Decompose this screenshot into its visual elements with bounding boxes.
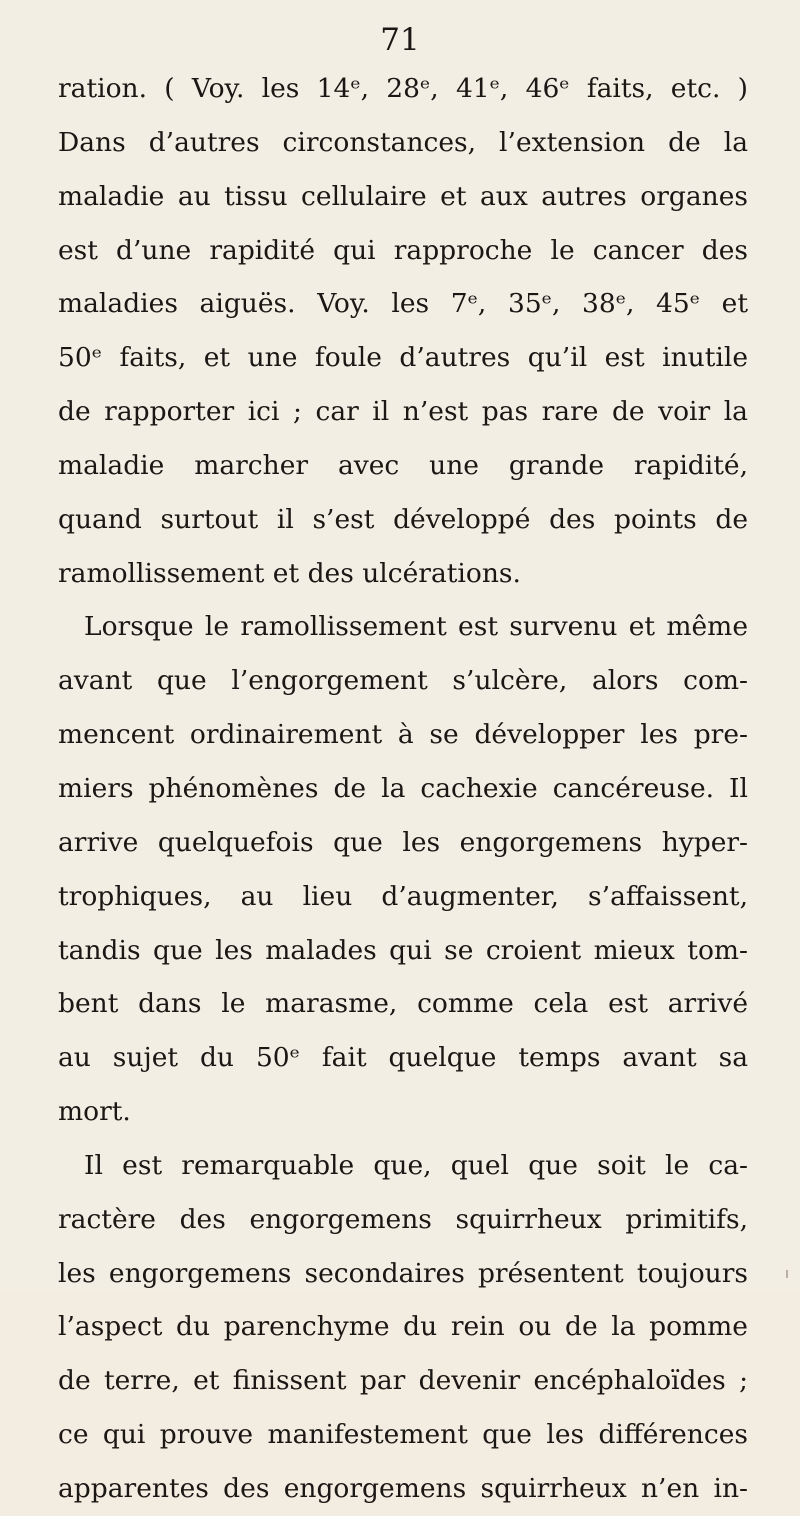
text-line: les engorgemens secondaires présentent toujours (58, 1257, 748, 1289)
text-line: quand surtout il s’est développé des points de (58, 503, 748, 535)
text-line: de rapporter ici ; car il n’est pas rare de voir la (58, 396, 748, 428)
text-line: Dans d’autres circonstances, l’extension de la (58, 126, 748, 158)
body-text (58, 62, 748, 1516)
text-line: apparentes des engorgemens squirrheux n’en in- (58, 1472, 748, 1504)
text-line: 50ᵉ faits, et une foule d’autres qu’il est inutile (58, 342, 748, 374)
text-line: Il est remarquable que, quel que soit le ca- (84, 1149, 748, 1181)
text-line: mort. (58, 1096, 131, 1128)
text-line: bent dans le marasme, comme cela est arrivé (58, 988, 748, 1020)
text-line: trophiques, au lieu d’augmenter, s’affaissent, (58, 880, 748, 912)
text-line: arrive quelquefois que les engorgemens hyper- (58, 826, 748, 858)
text-line: maladie marcher avec une grande rapidité, (58, 449, 748, 481)
page-number: 71 (380, 22, 420, 58)
text-line: ration. ( Voy. les 14ᵉ, 28ᵉ, 41ᵉ, 46ᵉ faits, etc. ) (58, 73, 748, 104)
text-line: Lorsque le ramollissement est survenu et même (84, 611, 748, 643)
text-line: tandis que les malades qui se croient mieux tom- (58, 934, 748, 966)
text-line: maladie au tissu cellulaire et aux autres organes (58, 180, 748, 212)
text-line: ce qui prouve manifestement que les différences (58, 1419, 748, 1451)
text-line: de terre, et finissent par devenir encéphaloïdes ; (58, 1365, 748, 1397)
text-line: au sujet du 50ᵉ fait quelque temps avant sa (58, 1042, 748, 1074)
text-line: avant que l’engorgement s’ulcère, alors com- (58, 665, 748, 697)
text-line: l’aspect du parenchyme du rein ou de la pomme (58, 1311, 748, 1343)
text-line: mencent ordinairement à se développer les pre- (58, 719, 748, 751)
text-line: miers phénomènes de la cachexie cancéreuse. Il (58, 772, 748, 804)
text-line: ramollissement et des ulcérations. (58, 557, 521, 589)
paper-speck (786, 1270, 788, 1278)
text-line: maladies aiguës. Voy. les 7ᵉ, 35ᵉ, 38ᵉ, 45ᵉ et (58, 288, 748, 320)
text-line: ractère des engorgemens squirrheux primitifs, (58, 1203, 748, 1235)
text-line: est d’une rapidité qui rapproche le cancer des (58, 234, 748, 266)
